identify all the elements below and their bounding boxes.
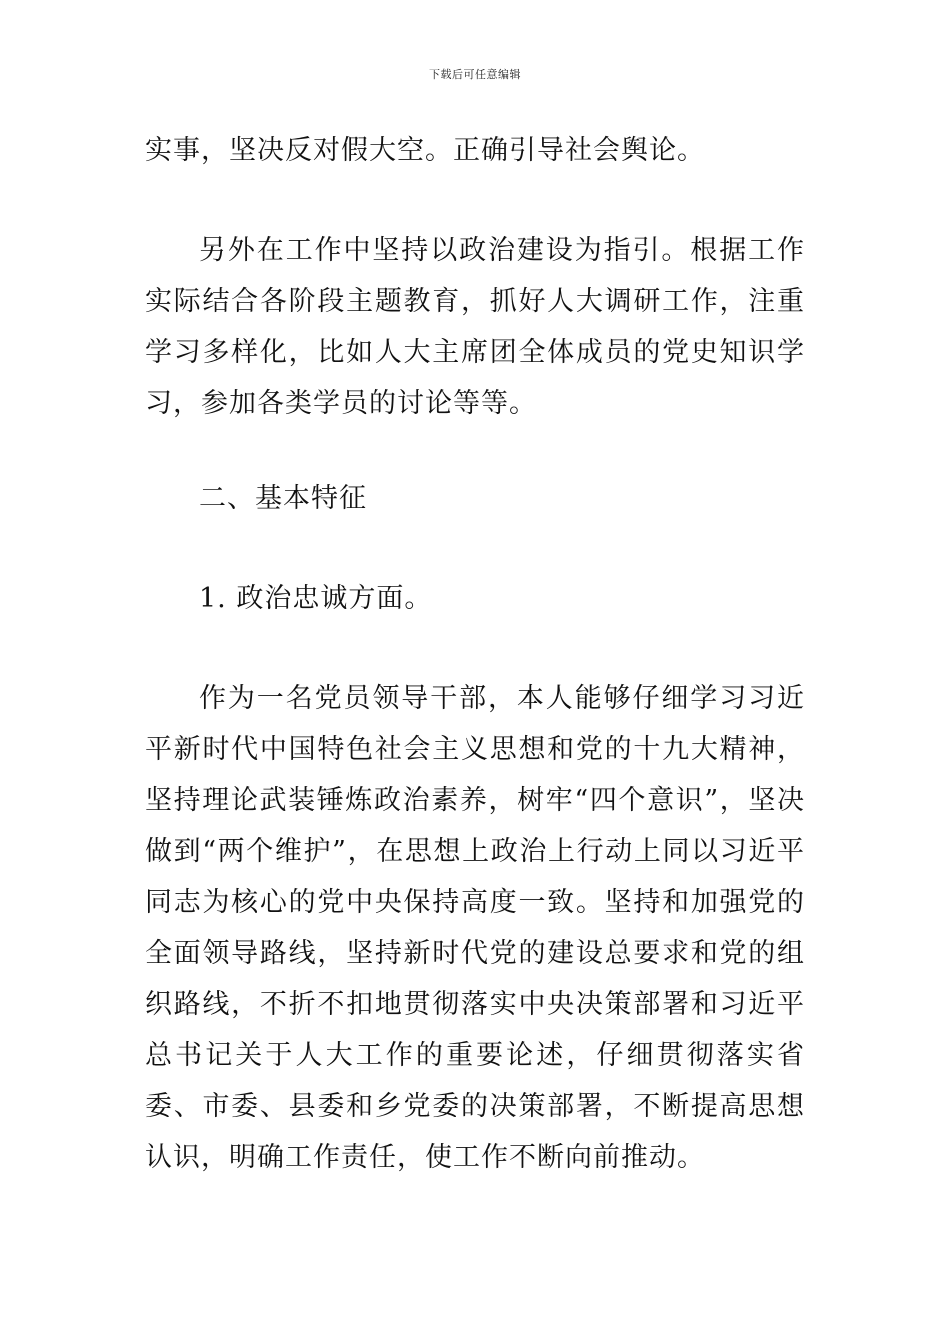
subheading-text: 1. 政治忠诚方面。 [199,583,433,614]
paragraph-text: 实事，坚决反对假大空。正确引导社会舆论。 [145,135,705,166]
page-header: 下载后可任意编辑 [429,68,521,81]
heading-text: 二、基本特征 [199,483,367,514]
paragraph-political-loyalty [145,673,805,1183]
paragraph-text: 作为一名党员领导干部，本人能够仔细学习习近平新时代中国特色社会主义思想和党的十九大精神，坚持理论武装锤炼政治素养，树牢“四个意识”，坚决做到“两个维护”，在思想上政治上行动上同以习近平同志为核心的党中央保持高度一致。坚持和加强党的全面领导路线，坚持新时代党的建设总要求和党的组织路线，不折不扣地贯彻落实中央决策部署和习近平总书记关于人大工作的重要论述，仔细贯彻落实省委、市委、县委和乡党委的决策部署，不断提高思想认识，明确工作责任，使工作不断向前推动。 [145,683,805,1173]
paragraph-text: 另外在工作中坚持以政治建设为指引。根据工作实际结合各阶段主题教育，抓好人大调研工作，注重学习多样化，比如人大主席团全体成员的党史知识学习，参加各类学员的讨论等等。 [145,235,805,419]
paragraph-continuation [145,125,805,176]
paragraph-political-building [145,225,805,429]
subsection-heading [145,573,805,624]
section-heading [145,473,805,524]
